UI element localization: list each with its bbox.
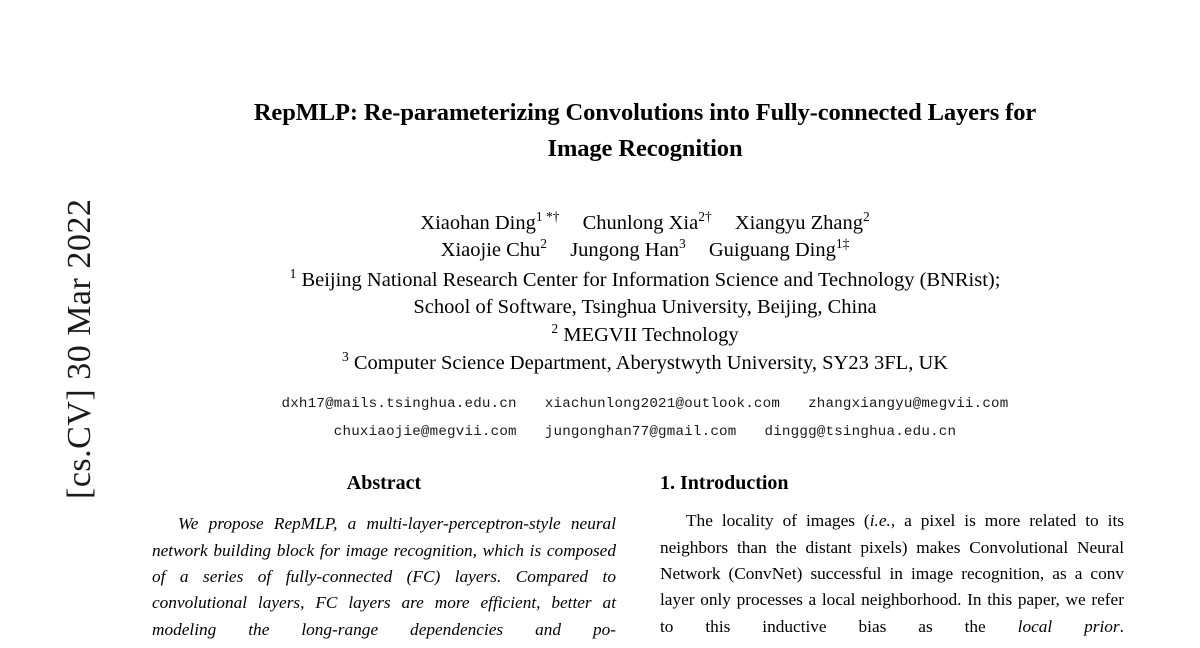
affiliation-mark: 2 [551,321,559,337]
email-list [90,391,1200,446]
introduction-text [660,508,1124,639]
affiliation-mark: 3 [341,349,349,365]
affiliation-3: $^3$ Computer Science Department, Aberystwyth University, SY23 3FL, UK [341,349,949,375]
email-address[interactable]: dinggg@tsinghua.edu.cn [764,423,957,440]
author-marks: 3 [678,236,686,252]
author-line-2 [90,237,1200,264]
affiliation-list [90,267,1200,379]
abstract-heading: Abstract [346,472,422,495]
title-line-2: Image Recognition [547,134,743,162]
arxiv-stamp-label: [cs.CV] 30 Mar 2022 [61,198,98,499]
author-name: Xiaojie Chu [440,239,541,262]
email-row-1 [90,391,1200,419]
left-column [152,472,616,642]
author-name: Xiangyu Zhang [734,212,863,235]
arxiv-stamp [0,0,98,648]
paper-page [90,0,1200,648]
author-name: Guiguang Ding [708,239,836,262]
affiliation-1-line-2: School of Software, Tsinghua University, Beijing, China [413,296,877,319]
abstract-text: We propose RepMLP, a multi-layer-perceptron-style neural network building block for image recognition, which is composed of a series of fully-connected (FC) layers. Compared to convolutional layers, FC layers are more efficient, better at modeling the long-range dependencies and po- [152,514,616,639]
email-address[interactable]: zhangxiangyu@megvii.com [808,396,1009,413]
author-marks: 2 [862,209,870,225]
email-address[interactable]: dxh17@mails.tsinghua.edu.cn [281,396,517,413]
author-name: Jungong Han [570,239,679,262]
email-address[interactable]: chuxiaojie@megvii.com [333,423,517,440]
author-marks: 1 *† [535,209,560,225]
title-line-1: RepMLP: Re-parameterizing Convolutions into Fully-connected Layers for [253,99,1037,126]
affiliation-2: $^2$ MEGVII Technology [551,321,739,347]
page-title [90,0,1200,166]
author-name: Chunlong Xia [582,212,699,235]
author-marks: 2† [698,209,712,225]
introduction-heading: 1. Introduction [660,472,789,495]
right-column [660,472,1124,642]
affiliation-1-line-1: $^1$ Beijing National Research Center for Information Science and Technology (BNRist); [289,265,1001,291]
email-address[interactable]: jungonghan77@gmail.com [544,423,737,440]
author-name: Xiaohan Ding [420,212,536,235]
email-row-2 [90,419,1200,447]
author-list [90,210,1200,265]
introduction-paragraph-1: The locality of images (i.e., a pixel is more related to its neighbors than the distant pixels) makes Convolutional Neural Network (ConvNet) successful in image recognition, as a conv layer only processes a local neighborhood. In this paper, we refer to this inductive bias as the local prior. [660,511,1125,636]
author-line-1 [90,210,1200,237]
email-address[interactable]: xiachunlong2021@outlook.com [544,396,781,413]
author-marks: 2 [540,236,548,252]
two-column-body [90,472,1200,642]
affiliation-mark: 1 [289,265,297,281]
author-marks: 1‡ [835,236,850,252]
